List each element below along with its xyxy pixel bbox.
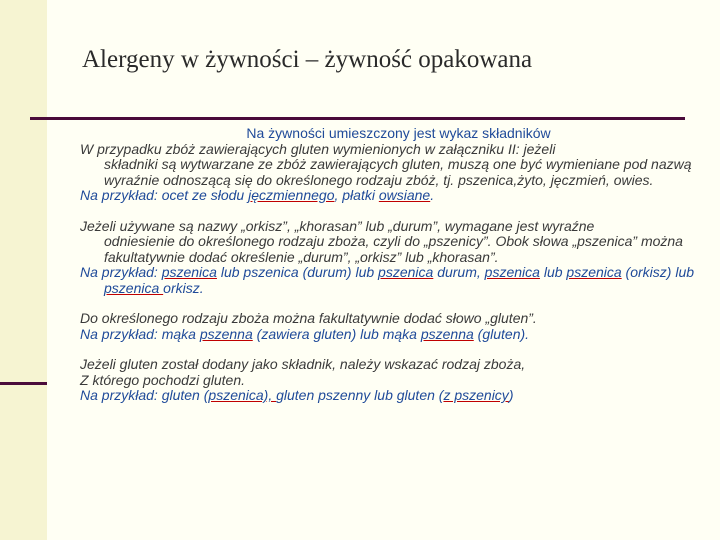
para1-line1: W przypadku zbóż zawierających gluten wymienionych w załączniku II: jeżeli [80, 140, 556, 157]
left-accent-bar [0, 0, 47, 540]
para4-example [80, 388, 705, 404]
para1-example [80, 188, 705, 204]
para2-example [80, 265, 705, 296]
underlined-term: pszenica [566, 264, 622, 280]
example-text: durum, [433, 264, 485, 280]
underlined-term: pszenica), [208, 387, 277, 403]
example-text: (gluten). [473, 325, 530, 342]
underlined-term: pszenica [378, 264, 434, 280]
underlined-term: pszenica [161, 264, 217, 280]
underlined-term: owsiane [378, 187, 431, 203]
example-text: Na przykład: ocet ze słodu [80, 187, 249, 203]
example-text: lub [539, 264, 563, 280]
slide-title: Alergeny w żywności – żywność opakowana [82, 46, 533, 73]
example-text: gluten pszenny lub gluten ( [276, 387, 444, 403]
title-divider [30, 117, 685, 120]
underlined-term: pszenna [199, 325, 253, 342]
example-text: Na przykład: mąka [80, 325, 200, 342]
example-text: , płatki [334, 187, 379, 203]
para3-line1: Do określonego rodzaju zboża można fakultatywnie dodać słowo „gluten”. [80, 310, 537, 326]
underlined-term: pszenna [420, 325, 474, 342]
para3-example [80, 327, 705, 343]
example-text: ) [508, 387, 514, 403]
example-text: (zawiera gluten) lub mąka [252, 325, 421, 342]
underlined-term: jęczmiennego [248, 187, 335, 203]
underlined-term: z pszenicy [443, 387, 509, 403]
intro-line: Na żywności umieszczony jest wykaz składników [246, 125, 551, 141]
example-text: orkisz. [163, 279, 204, 296]
para1-continuation: składniki są wytwarzane ze zbóż zawierających gluten, muszą one być wymieniane pod nazwą wyraźnie odnoszącą się do określonego rodzaju zbóż, tj. pszenica,żyto, jęczmień, owies. [104, 156, 692, 188]
underlined-term: pszenica [104, 279, 164, 296]
para4-line2: Z którego pochodzi gluten. [80, 371, 245, 388]
example-text: . [430, 187, 435, 203]
para2-continuation: odniesienie do określonego rodzaju zboża, czyli do „pszenicy”. Obok słowa „pszenica” można fakultatywnie dodać określenie „durum”, „orkisz” lub „khorasan”. [104, 233, 683, 265]
example-text: Na przykład: [80, 264, 162, 280]
para2-line1: Jeżeli używane są nazwy „orkisz”, „khorasan” lub „durum”, wymagane jest wyraźne [80, 217, 595, 234]
example-text: lub pszenica (durum) lub [216, 264, 379, 280]
left-accent-rule [0, 382, 47, 385]
para4-line1: Jeżeli gluten został dodany jako składnik, należy wskazać rodzaj zboża, [80, 356, 526, 372]
example-text: (orkisz) lub [621, 264, 695, 280]
example-text: Na przykład: gluten ( [80, 387, 209, 403]
underlined-term: pszenica [484, 264, 540, 280]
slide-body [80, 126, 705, 404]
